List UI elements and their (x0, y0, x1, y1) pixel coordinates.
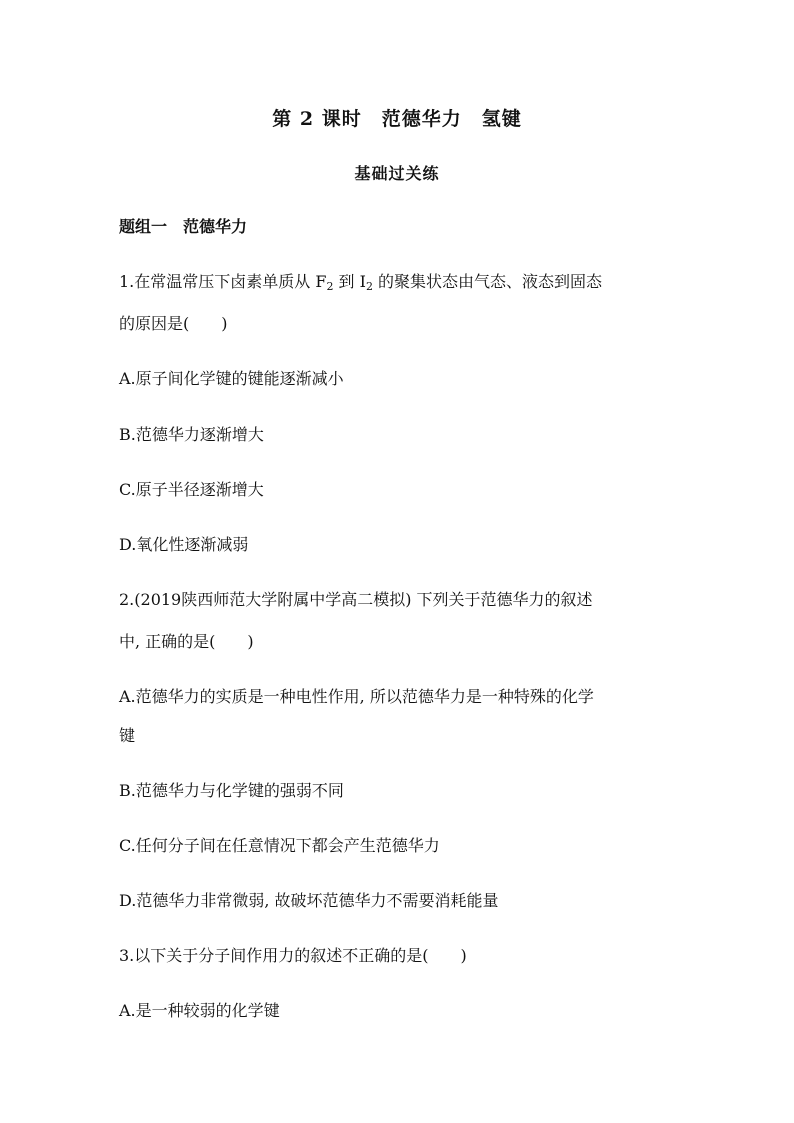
q1-text-part-1: 1.在常温常压下卤素单质从 F (119, 272, 327, 291)
question-2-option-a-line-2: 键 (119, 726, 136, 745)
question-1-option-b: B.范德华力逐渐增大 (119, 425, 264, 444)
question-1-option-d: D.氧化性逐渐减弱 (119, 535, 249, 554)
question-1-option-a: A.原子间化学键的键能逐渐减小 (119, 369, 344, 388)
page-title: 第 2 课时 范德华力 氢键 (272, 108, 522, 130)
q1-subscript-2: 2 (365, 280, 373, 293)
question-1-option-c: C.原子半径逐渐增大 (119, 480, 264, 499)
question-1-stem-line-1 (119, 271, 679, 293)
question-2-stem-line-2: 中, 正确的是( ) (119, 632, 254, 651)
section-subtitle: 基础过关练 (354, 164, 440, 183)
q1-text-part-2: 到 I (333, 272, 366, 291)
question-2-stem-line-1: 2.(2019陕西师范大学附属中学高二模拟) 下列关于范德华力的叙述 (119, 590, 593, 609)
question-2-option-d: D.范德华力非常微弱, 故破坏范德华力不需要消耗能量 (119, 891, 499, 910)
question-1-stem-line-2: 的原因是( ) (119, 314, 228, 333)
question-2-option-c: C.任何分子间在任意情况下都会产生范德华力 (119, 836, 440, 855)
q1-text-part-3: 的聚集状态由气态、液态到固态 (372, 272, 603, 291)
question-3-option-a: A.是一种较弱的化学键 (119, 1001, 280, 1020)
question-2-option-b: B.范德华力与化学键的强弱不同 (119, 781, 344, 800)
q1-subscript-1: 2 (326, 280, 334, 293)
question-2-option-a-line-1: A.范德华力的实质是一种电性作用, 所以范德华力是一种特殊的化学 (119, 687, 594, 706)
group-heading: 题组一 范德华力 (119, 217, 248, 236)
question-3-stem: 3.以下关于分子间作用力的叙述不正确的是( ) (119, 946, 467, 965)
